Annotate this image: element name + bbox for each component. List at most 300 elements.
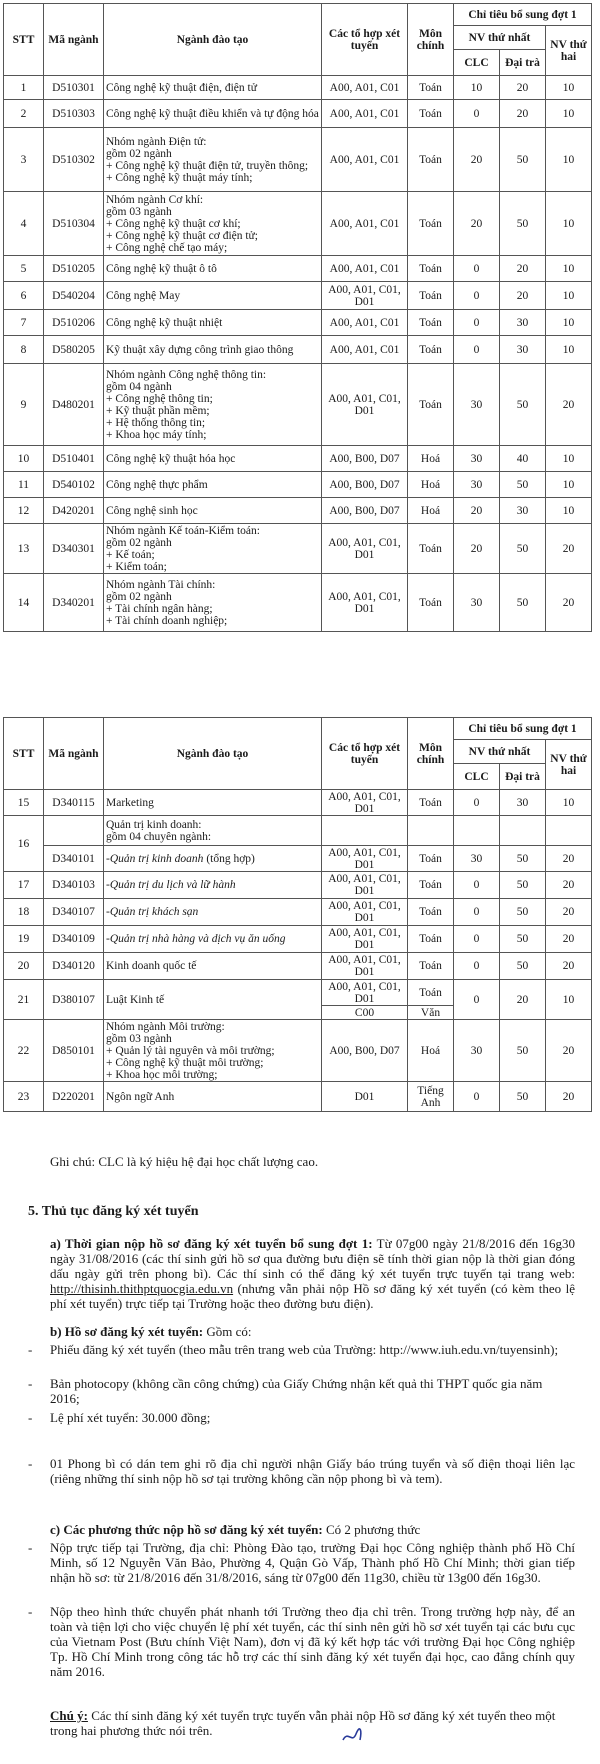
table-row	[4, 1082, 592, 1112]
note-clc: Ghi chú: CLC là ký hiệu hệ đại học chất lượng cao.	[50, 1154, 319, 1169]
name-line: + Tài chính doanh nghiệp;	[106, 614, 228, 627]
cell-name	[104, 446, 322, 472]
cell-nv2: 10	[546, 980, 592, 1020]
cell-nv2: 10	[546, 282, 592, 310]
paragraph-a-title: a) Thời gian nộp hồ sơ đăng ký xét tuyển bổ sung đợt 1:	[50, 1236, 373, 1251]
name-line: + Tài chính ngân hàng;	[106, 602, 213, 615]
b-item: Bản photocopy (không cần công chứng) của Giấy Chứng nhận kết quả thi THPT quốc gia năm 2016;	[50, 1376, 543, 1406]
cell-clc: 0	[454, 872, 500, 899]
admission-table-2	[3, 717, 592, 1112]
cell-nv2: 20	[546, 899, 592, 926]
cell-code: D340115	[44, 790, 104, 816]
cell-combo: A00, A01, C01, D01	[322, 282, 408, 310]
b-item: Phiếu đăng ký xét tuyển (theo mẫu trên trang web của Trường: http://www.iuh.edu.vn/tuyensinh);	[50, 1342, 559, 1357]
cell-nv2: 10	[546, 192, 592, 256]
name-line: Nhóm ngành Điện tử:	[106, 135, 207, 148]
name-line: + Công nghệ kỹ thuật điện tử, truyền thông;	[106, 159, 309, 172]
cell-stt: 4	[4, 192, 44, 256]
cell-daitra: 20	[500, 76, 546, 100]
cell-empty	[500, 816, 546, 846]
cell-name	[104, 472, 322, 498]
c-item: Nộp trực tiếp tại Trường, địa chỉ: Phòng Đào tạo, trường Đại học Công nghiệp thành phố Hồ Chí Minh, số 12 Nguyễn Văn Bảo, Phường 4, Quận Gò Vấp, Thành phố Hồ Chí Minh; thời gian tiếp nhận hồ sơ: từ 21/8/2016 đến 31/8/2016, sáng từ 07g00 đến 11g30, chiều từ 13g00 đến 16g30.	[50, 1540, 575, 1585]
cell-stt: 20	[4, 953, 44, 980]
table-row	[4, 192, 592, 256]
header-combo: Các tổ hợp xét tuyển	[322, 718, 408, 790]
table-row	[4, 282, 592, 310]
cell-daitra: 50	[500, 899, 546, 926]
header-stt: STT	[4, 4, 44, 76]
cell-nv2: 10	[546, 100, 592, 128]
cell-subject: Toán	[408, 364, 454, 446]
name-line: Công nghệ sinh học	[106, 504, 198, 517]
cell-daitra: 50	[500, 872, 546, 899]
name-line: + Hệ thống thông tin;	[106, 416, 206, 429]
cell-subject: Hoá	[408, 472, 454, 498]
cell-clc: 30	[454, 472, 500, 498]
cell-clc: 0	[454, 980, 500, 1020]
cell-stt: 9	[4, 364, 44, 446]
cell-subject: Hoá	[408, 446, 454, 472]
header-name: Ngành đào tạo	[104, 718, 322, 790]
b-item: Lệ phí xét tuyển: 30.000 đồng;	[50, 1410, 211, 1425]
table-row	[4, 256, 592, 282]
cell-combo: A00, A01, C01, D01	[322, 790, 408, 816]
name-line: Công nghệ kỹ thuật nhiệt	[106, 316, 223, 329]
cell-name: Ngôn ngữ Anh	[104, 1082, 322, 1112]
cell-stt: 5	[4, 256, 44, 282]
paragraph-a-text2: (nhưng vẫn phải nộp Hồ sơ đăng ký xét tuyển (có kèm theo lệ phí xét tuyển) trực tiếp tại Trường hoặc theo đường bưu điện).	[50, 1281, 575, 1311]
bullet-dash: -	[28, 1540, 33, 1555]
paragraph-b	[50, 1324, 575, 1339]
cell-nv2: 10	[546, 310, 592, 336]
cell-clc: 20	[454, 524, 500, 574]
table-row	[4, 926, 592, 953]
cell-subject: Toán	[408, 953, 454, 980]
name-italic: -Quản trị kinh doanh	[106, 852, 204, 865]
cell-code: D510401	[44, 446, 104, 472]
name-line: Nhóm ngành Công nghệ thông tin:	[106, 368, 267, 381]
table-row	[4, 498, 592, 524]
header-subject: Môn chính	[408, 718, 454, 790]
cell-empty	[408, 816, 454, 846]
cell-code: D340101	[44, 846, 104, 872]
name-line: + Công nghệ kỹ thuật cơ điện tử;	[106, 229, 258, 242]
cell-subject: Toán	[408, 100, 454, 128]
cell-code: D340107	[44, 899, 104, 926]
name-line: Công nghệ kỹ thuật hóa học	[106, 452, 236, 465]
cell-subject: Toán	[408, 282, 454, 310]
header-nv1: NV thứ nhất	[454, 740, 546, 764]
table-row	[4, 953, 592, 980]
name-line: + Công nghệ thông tin;	[106, 392, 213, 405]
name-line: Công nghệ kỹ thuật điều khiển và tự động hóa	[106, 107, 319, 120]
cell-daitra: 30	[500, 336, 546, 364]
name-line: + Công nghệ chế tạo máy;	[106, 241, 228, 254]
registration-link[interactable]: http://thisinh.thithptquocgia.edu.vn	[50, 1281, 234, 1296]
cell-combo: A00, B00, D07	[322, 1020, 408, 1082]
name-line: Nhóm ngành Tài chính:	[106, 578, 216, 591]
name-line: Quản trị kinh doanh:	[106, 818, 202, 831]
cell-name	[104, 192, 322, 256]
cell-nv2: 10	[546, 336, 592, 364]
cell-subject: Hoá	[408, 1020, 454, 1082]
table-row	[4, 980, 592, 1006]
cell-name	[104, 256, 322, 282]
cell-empty	[454, 816, 500, 846]
cell-clc: 0	[454, 256, 500, 282]
cell-subject: Hoá	[408, 498, 454, 524]
cell-name	[104, 100, 322, 128]
cell-nv2: 20	[546, 1020, 592, 1082]
cell-clc: 0	[454, 790, 500, 816]
cell-combo: A00, A01, C01	[322, 256, 408, 282]
bullet-dash: -	[28, 1604, 33, 1619]
cell-stt: 23	[4, 1082, 44, 1112]
cell-combo: A00, A01, C01, D01	[322, 899, 408, 926]
cell-code: D480201	[44, 364, 104, 446]
cell-combo: A00, A01, C01, D01	[322, 872, 408, 899]
cell-stt: 22	[4, 1020, 44, 1082]
cell-daitra: 50	[500, 524, 546, 574]
table-row	[4, 816, 592, 846]
cell-nv2: 10	[546, 790, 592, 816]
table-row	[4, 872, 592, 899]
name-line: + Công nghệ kỹ thuật môi trường;	[106, 1056, 264, 1069]
cell-code: D580205	[44, 336, 104, 364]
cell-name	[104, 310, 322, 336]
cell-name	[104, 498, 322, 524]
cell-subject: Văn	[408, 1006, 454, 1020]
b-item: 01 Phong bì có dán tem ghi rõ địa chỉ người nhận Giấy báo trúng tuyển và số điện thoại liên lạc (riêng những thí sinh nộp hồ sơ tại trường không cần nộp phong bì và tem).	[50, 1456, 575, 1486]
cell-combo: A00, B00, D07	[322, 446, 408, 472]
cell-nv2: 10	[546, 128, 592, 192]
cell-clc: 0	[454, 953, 500, 980]
bullet-dash: -	[28, 1342, 33, 1357]
cell-subject: Toán	[408, 336, 454, 364]
cell-clc: 10	[454, 76, 500, 100]
cell-daitra: 40	[500, 446, 546, 472]
cell-stt: 17	[4, 872, 44, 899]
cell-clc: 20	[454, 128, 500, 192]
cell-name: -Quản trị nhà hàng và dịch vụ ăn uống	[104, 926, 322, 953]
header-code: Mã ngành	[44, 718, 104, 790]
cell-stt: 6	[4, 282, 44, 310]
cell-stt: 8	[4, 336, 44, 364]
cell-daitra: 30	[500, 790, 546, 816]
cell-stt: 15	[4, 790, 44, 816]
cell-name	[104, 336, 322, 364]
cell-combo: D01	[322, 1082, 408, 1112]
paragraph-c-text: Có 2 phương thức	[322, 1522, 421, 1537]
header-combo: Các tổ hợp xét tuyển	[322, 4, 408, 76]
cell-combo: A00, B00, D07	[322, 498, 408, 524]
header-clc: CLC	[454, 50, 500, 76]
cell-combo: A00, A01, C01	[322, 336, 408, 364]
cell-subject: Tiếng Anh	[408, 1082, 454, 1112]
table-row	[4, 574, 592, 632]
header-code: Mã ngành	[44, 4, 104, 76]
cell-stt: 7	[4, 310, 44, 336]
cell-stt: 1	[4, 76, 44, 100]
name-line: gồm 03 ngành	[106, 1032, 172, 1045]
cell-empty	[322, 816, 408, 846]
cell-daitra: 50	[500, 846, 546, 872]
cell-empty	[44, 816, 104, 846]
cell-name: -Quản trị du lịch và lữ hành	[104, 872, 322, 899]
header-quota: Chỉ tiêu bổ sung đợt 1	[454, 4, 592, 26]
cell-daitra: 50	[500, 364, 546, 446]
cell-daitra: 30	[500, 498, 546, 524]
name-line: + Khoa học máy tính;	[106, 428, 207, 441]
cell-name: -Quản trị khách sạn	[104, 899, 322, 926]
cell-combo: C00	[322, 1006, 408, 1020]
cell-stt: 13	[4, 524, 44, 574]
name-line: gồm 02 ngành	[106, 536, 172, 549]
cell-combo: A00, A01, C01, D01	[322, 364, 408, 446]
section-5-heading: 5. Thủ tục đăng ký xét tuyển	[28, 1204, 199, 1219]
cell-nv2: 10	[546, 76, 592, 100]
table-row	[4, 128, 592, 192]
table-1-body	[4, 76, 592, 632]
cell-code: D220201	[44, 1082, 104, 1112]
cell-combo: A00, A01, C01, D01	[322, 980, 408, 1006]
cell-daitra: 20	[500, 980, 546, 1020]
cell-clc: 30	[454, 446, 500, 472]
table-row	[4, 364, 592, 446]
cell-subject: Toán	[408, 790, 454, 816]
cell-clc: 0	[454, 336, 500, 364]
table-row	[4, 1020, 592, 1082]
cell-nv2: 20	[546, 953, 592, 980]
cell-clc: 30	[454, 574, 500, 632]
cell-stt: 2	[4, 100, 44, 128]
name-line: gồm 02 ngành	[106, 147, 172, 160]
paragraph-c-title: c) Các phương thức nộp hồ sơ đăng ký xét tuyển:	[50, 1522, 323, 1537]
name-line: Công nghệ May	[106, 289, 181, 302]
name-line: Công nghệ kỹ thuật điện, điện tử	[106, 81, 257, 94]
cell-code: D850101	[44, 1020, 104, 1082]
cell-clc: 30	[454, 846, 500, 872]
cell-nv2: 10	[546, 498, 592, 524]
cell-subject: Toán	[408, 574, 454, 632]
cell-subject: Toán	[408, 128, 454, 192]
cell-code: D340109	[44, 926, 104, 953]
table-row	[4, 472, 592, 498]
cell-clc: 0	[454, 310, 500, 336]
header-nv2: NV thứ hai	[546, 26, 592, 76]
cell-stt: 3	[4, 128, 44, 192]
cell-name: Luật Kinh tế	[104, 980, 322, 1020]
cell-name	[104, 846, 322, 872]
paragraph-a-text: Từ 07g00 ngày 21/8/2016 đến 16g30 ngày 31/08/2016 (các thí sinh gửi hồ sơ qua đường bưu điện sẽ tính thời gian nộp là thời gian đóng dấu ngày gửi trên phong bì). Các thí sinh có thể đăng ký xét tuyển trực tuyến tại trang web:	[50, 1236, 576, 1281]
cell-subject: Toán	[408, 926, 454, 953]
header-name: Ngành đào tạo	[104, 4, 322, 76]
header-quota: Chỉ tiêu bổ sung đợt 1	[454, 718, 592, 740]
header-subject: Môn chính	[408, 4, 454, 76]
note-label: Chú ý:	[50, 1708, 88, 1723]
table-row	[4, 790, 592, 816]
name-line: gồm 04 ngành	[106, 380, 172, 393]
cell-daitra: 50	[500, 926, 546, 953]
cell-combo: A00, A01, C01, D01	[322, 524, 408, 574]
cell-clc: 0	[454, 926, 500, 953]
cell-daitra: 50	[500, 1020, 546, 1082]
cell-daitra: 50	[500, 953, 546, 980]
name-line: Công nghệ thực phẩm	[106, 478, 208, 491]
cell-nv2: 20	[546, 1082, 592, 1112]
cell-clc: 30	[454, 364, 500, 446]
name-line: + Khoa học môi trường;	[106, 1068, 218, 1081]
cell-name: Marketing	[104, 790, 322, 816]
cell-combo: A00, A01, C01, D01	[322, 574, 408, 632]
name-line: + Kiểm toán;	[106, 560, 167, 573]
paragraph-a	[50, 1236, 575, 1311]
cell-code: D340103	[44, 872, 104, 899]
c-item: Nộp theo hình thức chuyển phát nhanh tới Trường theo địa chỉ trên. Trong trường hợp này, để an toàn và tiện lợi cho việc chuyển lệ phí xét tuyển, các thí sinh nên gửi hồ sơ xét tuyển tại các bưu cục của Vietnam Post (Bưu chính Việt Nam), đơn vị đã ký kết hợp tác với trường Đại học Công nghiệp Tp. Hồ Chí Minh trong công tác hỗ trợ các thí sinh đăng ký xét tuyển đại học, cao đẳng chính quy năm 2016.	[50, 1604, 575, 1679]
cell-nv2: 20	[546, 524, 592, 574]
cell-name	[104, 524, 322, 574]
cell-nv2: 20	[546, 872, 592, 899]
cell-combo: A00, A01, C01	[322, 310, 408, 336]
cell-name	[104, 574, 322, 632]
table-row	[4, 446, 592, 472]
cell-combo: A00, A01, C01	[322, 128, 408, 192]
name-line: Kỹ thuật xây dựng công trình giao thông	[106, 343, 294, 356]
cell-code: D510205	[44, 256, 104, 282]
cell-daitra: 50	[500, 1082, 546, 1112]
table-row	[4, 524, 592, 574]
name-rest: (tổng hợp)	[203, 852, 255, 865]
cell-subject: Toán	[408, 846, 454, 872]
name-line: Nhóm ngành Cơ khí:	[106, 193, 204, 206]
signature-mark-icon	[340, 1726, 364, 1746]
cell-clc: 20	[454, 192, 500, 256]
cell-code: D420201	[44, 498, 104, 524]
cell-code: D540204	[44, 282, 104, 310]
cell-code: D340201	[44, 574, 104, 632]
cell-daitra: 50	[500, 472, 546, 498]
table-row	[4, 100, 592, 128]
cell-combo: A00, A01, C01	[322, 76, 408, 100]
header-daitra: Đại trà	[500, 764, 546, 790]
cell-name	[104, 364, 322, 446]
cell-code: D510206	[44, 310, 104, 336]
cell-daitra: 50	[500, 192, 546, 256]
cell-clc: 0	[454, 282, 500, 310]
cell-daitra: 20	[500, 282, 546, 310]
cell-nv2: 20	[546, 926, 592, 953]
cell-stt: 10	[4, 446, 44, 472]
cell-nv2: 10	[546, 256, 592, 282]
cell-nv2: 10	[546, 472, 592, 498]
cell-subject: Toán	[408, 872, 454, 899]
cell-clc: 30	[454, 1020, 500, 1082]
bullet-dash: -	[28, 1410, 33, 1425]
table-row	[4, 846, 592, 872]
paragraph-b-text: Gồm có:	[203, 1324, 252, 1339]
cell-name	[104, 76, 322, 100]
note-text: Các thí sinh đăng ký xét tuyển trực tuyến vẫn phải nộp Hồ sơ đăng ký xét tuyển theo một trong hai phương thức nói trên.	[50, 1708, 556, 1738]
bullet-dash: -	[28, 1456, 33, 1471]
cell-clc: 0	[454, 100, 500, 128]
name-line: + Kế toán;	[106, 548, 155, 561]
cell-subject: Toán	[408, 256, 454, 282]
cell-subject: Toán	[408, 899, 454, 926]
name-line: + Công nghệ kỹ thuật máy tính;	[106, 171, 253, 184]
header-nv2: NV thứ hai	[546, 740, 592, 790]
cell-subject: Toán	[408, 76, 454, 100]
name-line: Nhóm ngành Kế toán-Kiểm toán:	[106, 524, 260, 537]
header-clc: CLC	[454, 764, 500, 790]
cell-combo: A00, A01, C01, D01	[322, 846, 408, 872]
cell-nv2: 20	[546, 574, 592, 632]
cell-code: D510302	[44, 128, 104, 192]
cell-subject: Toán	[408, 524, 454, 574]
header-stt: STT	[4, 718, 44, 790]
cell-daitra: 30	[500, 310, 546, 336]
cell-nv2: 10	[546, 446, 592, 472]
cell-daitra: 50	[500, 128, 546, 192]
cell-code: D510301	[44, 76, 104, 100]
cell-code: D510303	[44, 100, 104, 128]
cell-stt: 19	[4, 926, 44, 953]
cell-combo: A00, A01, C01, D01	[322, 953, 408, 980]
name-line: Nhóm ngành Môi trường:	[106, 1020, 225, 1033]
cell-stt: 11	[4, 472, 44, 498]
name-line: + Công nghệ kỹ thuật cơ khí;	[106, 217, 241, 230]
cell-combo: A00, A01, C01	[322, 100, 408, 128]
cell-nv2: 20	[546, 846, 592, 872]
table-row	[4, 310, 592, 336]
cell-stt: 14	[4, 574, 44, 632]
cell-nv2: 20	[546, 364, 592, 446]
note-paragraph	[50, 1708, 575, 1738]
name-line: gồm 03 ngành	[106, 205, 172, 218]
cell-subject: Toán	[408, 980, 454, 1006]
cell-combo: A00, A01, C01, D01	[322, 926, 408, 953]
cell-code: D380107	[44, 980, 104, 1020]
cell-name: Kinh doanh quốc tế	[104, 953, 322, 980]
cell-clc: 0	[454, 1082, 500, 1112]
cell-name	[104, 1020, 322, 1082]
cell-stt: 21	[4, 980, 44, 1020]
cell-empty	[546, 816, 592, 846]
table-row	[4, 336, 592, 364]
cell-name	[104, 128, 322, 192]
name-line: + Kỹ thuật phần mềm;	[106, 404, 210, 417]
cell-combo: A00, B00, D07	[322, 472, 408, 498]
admission-table-1	[3, 3, 592, 632]
cell-code: D510304	[44, 192, 104, 256]
cell-stt: 16	[4, 816, 44, 872]
name-line: + Quản lý tài nguyên và môi trường;	[106, 1044, 275, 1057]
cell-subject: Toán	[408, 192, 454, 256]
cell-name	[104, 816, 322, 846]
name-line: gồm 04 chuyên ngành:	[106, 830, 212, 843]
cell-daitra: 20	[500, 256, 546, 282]
header-nv1: NV thứ nhất	[454, 26, 546, 50]
bullet-dash: -	[28, 1376, 33, 1391]
cell-stt: 18	[4, 899, 44, 926]
cell-code: D340120	[44, 953, 104, 980]
paragraph-c	[50, 1522, 575, 1537]
table-row	[4, 899, 592, 926]
name-line: Công nghệ kỹ thuật ô tô	[106, 262, 217, 275]
cell-clc: 20	[454, 498, 500, 524]
header-daitra: Đại trà	[500, 50, 546, 76]
cell-code: D540102	[44, 472, 104, 498]
cell-daitra: 50	[500, 574, 546, 632]
